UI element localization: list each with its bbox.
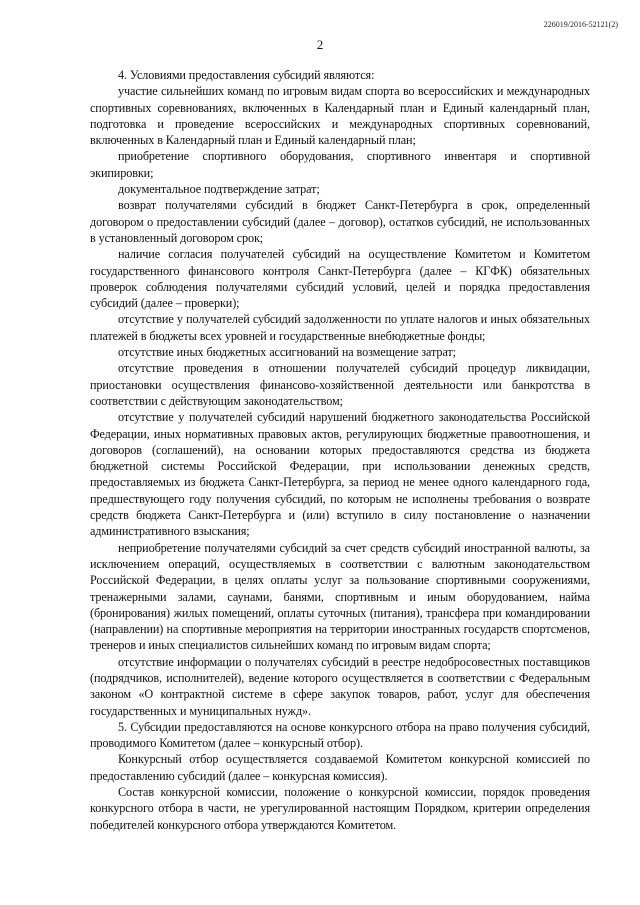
condition-not-in-registry: отсутствие информации о получателях субсидий в реестре недобросовестных поставщиков (подрядчиков, исполнителей), ведение которого осуществляется в соответствии с Федеральным законом «О контрактной системе в сфере закупок товаров, работ, услуг для обеспечения государственных и муниципальных нужд».: [90, 654, 590, 718]
condition-documentation: документальное подтверждение затрат;: [118, 182, 320, 197]
condition-consent-inspections: наличие согласия получателей субсидий на осуществление Комитетом и Комитетом государственного финансового контроля Санкт-Петербурга (далее – КГФК) обязательных проверок соблюдения получателями субсидий условий, целей и порядка предоставления субсидий (далее – проверки);: [90, 247, 590, 311]
condition-refund: возврат получателями субсидий в бюджет Санкт-Петербурга в срок, определенный договором о предоставлении субсидий (далее – договор), остатков субсидий, не использованных в установленный договором срок;: [90, 198, 590, 245]
condition-equipment: приобретение спортивного оборудования, спортивного инвентаря и спортивной экипировки;: [90, 149, 590, 180]
section-5-competitive-selection: 5. Субсидии предоставляются на основе конкурсного отбора на право получения субсидий, проводимого Комитетом (далее – конкурсный отбор).: [90, 719, 590, 751]
condition-participation: участие сильнейших команд по игровым видам спорта во всероссийских и международных спортивных соревнованиях, включенных в Календарный план и Единый календарный план, подготовка и проведение всероссийских и международных спортивных соревнований, включенных в Календарный план и Единый календарный план;: [90, 84, 590, 148]
condition-no-tax-debt: отсутствие у получателей субсидий задолженности по уплате налогов и иных обязательных платежей в бюджеты всех уровней и государственные внебюджетные фонды;: [90, 312, 590, 343]
condition-no-budget-violations: отсутствие у получателей субсидий нарушений бюджетного законодательства Российской Федерации, иных нормативных правовых актов, регулирующих бюджетные правоотношения, и договоров (соглашений), на основании которых предоставляются средства из бюджета бюджетной системы Российской Федерации, при использовании денежных средств, предоставляемых из бюджета Санкт-Петербурга, за период не менее одного календарного года, предшествующего году получения субсидий, по которым не исполнены требования о возврате средств бюджета Санкт-Петербурга и (или) вступило в силу постановление о назначении административного взыскания;: [90, 410, 590, 539]
condition-no-liquidation: отсутствие проведения в отношении получателей субсидий процедур ликвидации, приостановки осуществления финансово-хозяйственной деятельности или банкротства в соответствии с действующим законодательством;: [90, 361, 590, 408]
section-4-heading: 4. Условиями предоставления субсидий являются:: [118, 68, 375, 82]
document-number: 226019/2016-52121(2): [543, 20, 618, 29]
commission-composition: Состав конкурсной комиссии, положение о конкурсной комиссии, порядок проведения конкурсного отбора в части, не урегулированной настоящим Порядком, критерии определения победителей конкурсного отбора утверждаются Комитетом.: [90, 785, 590, 832]
page-number: 2: [316, 37, 324, 52]
competitive-commission: Конкурсный отбор осуществляется создаваемой Комитетом конкурсной комиссией по предоставлению субсидий (далее – конкурсная комиссия).: [90, 752, 590, 783]
condition-no-foreign-currency: неприобретение получателями субсидий за счет средств субсидий иностранной валюты, за исключением операций, осуществляемых в соответствии с валютным законодательством Российской Федерации, в целях оплаты услуг за пользование спортивными сооружениями, тренажерными залами, саунами, банями, спортивным и иным оборудованием, найма (бронирования) жилых помещений, оплаты суточных (питания), трансфера при командировании (направлении) на спортивные мероприятия на территории иностранных государств спортсменов, тренеров и иных специалистов сильнейших команд по игровым видам спорта;: [90, 540, 590, 653]
document-body: [90, 67, 590, 833]
condition-no-other-appropriations: отсутствие иных бюджетных ассигнований на возмещение затрат;: [118, 345, 456, 360]
